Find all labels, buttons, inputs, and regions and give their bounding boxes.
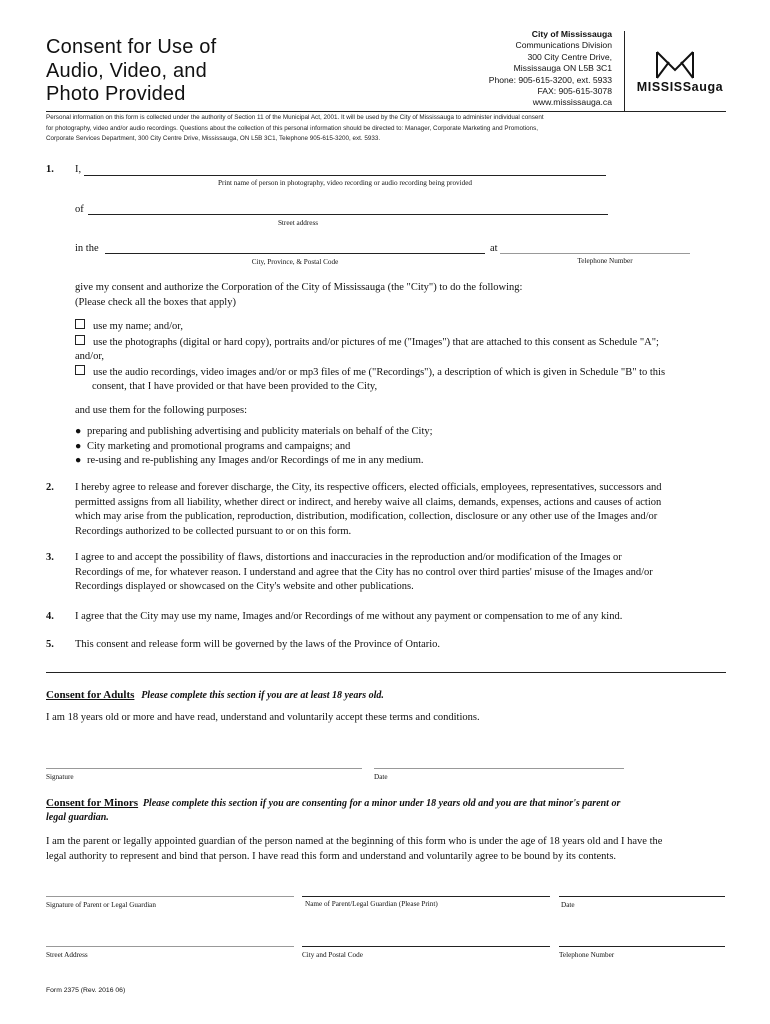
title-line-2: Audio, Video, and xyxy=(46,59,207,82)
at-label: at xyxy=(490,243,498,254)
adults-heading-label: Consent for Adults xyxy=(46,689,135,701)
adult-date-caption: Date xyxy=(374,773,388,781)
section-5-number: 5. xyxy=(46,639,54,650)
org-name: City of Mississauga xyxy=(531,29,612,39)
guardian-street-caption: Street Address xyxy=(46,951,88,959)
bullet-icon: ● xyxy=(75,440,82,452)
form-title xyxy=(46,36,346,107)
option-label: use my name; and/or, xyxy=(93,321,183,332)
in-the-label: in the xyxy=(75,243,99,254)
list-item xyxy=(75,440,735,455)
org-address-1: 300 City Centre Drive, xyxy=(527,51,612,62)
guardian-date-caption: Date xyxy=(561,901,575,909)
option-label-continued: consent, that I have provided or that have been provided to the City, xyxy=(92,381,378,392)
consent-statement xyxy=(75,281,735,310)
adult-signature-field[interactable] xyxy=(46,768,362,769)
guardian-phone-caption: Telephone Number xyxy=(559,951,615,959)
org-contact-block xyxy=(372,29,612,109)
form-number: Form 2375 (Rev. 2016 06) xyxy=(46,987,126,994)
bullet-icon: ● xyxy=(75,455,82,466)
section-2-number: 2. xyxy=(46,482,54,493)
org-division: Communications Division xyxy=(515,40,612,51)
privacy-notice xyxy=(46,113,726,145)
consent-instruction: (Please check all the boxes that apply) xyxy=(75,296,236,308)
use-name-checkbox[interactable] xyxy=(75,319,85,329)
of-label: of xyxy=(75,204,84,215)
paragraph-line: legal authority to represent and bind that person. I have read this form and understand and voluntarily agree to be bound by its contents. xyxy=(46,850,617,862)
paragraph-line: Recordings authorized to be collected pursuant to or on this form. xyxy=(75,525,352,537)
bullet-icon: ● xyxy=(75,426,82,437)
use-images-checkbox[interactable] xyxy=(75,335,85,345)
logo-wordmark: MISSISSauga xyxy=(636,80,724,94)
i-label: I, xyxy=(75,164,82,175)
option-label: use the audio recordings, video images and/or or mp3 files of me ("Recordings"), a description of which is given in Schedule "B" to this xyxy=(93,366,666,378)
adults-note: Please complete this section if you are at least 18 years old. xyxy=(141,690,384,701)
guardian-city-caption: City and Postal Code xyxy=(302,951,363,959)
adult-signature-caption: Signature xyxy=(46,773,74,781)
org-address-2: Mississauga ON L5B 3C1 xyxy=(513,63,612,74)
section-3-number: 3. xyxy=(46,552,54,563)
person-name-field[interactable] xyxy=(84,175,606,176)
guardian-signature-caption: Signature of Parent or Legal Guardian xyxy=(46,901,156,909)
paragraph-line: I am the parent or legally appointed guardian of the person named at the beginning of this form who is under the age of 18 years old and I have the xyxy=(46,836,663,847)
minors-heading-label: Consent for Minors xyxy=(46,797,139,809)
notice-line: Personal information on this form is collected under the authority of Section 11 of the Municipal Act, 2001. It will be used by the City of Mississauga to administer individual consent xyxy=(46,114,544,121)
purposes-list xyxy=(75,425,735,469)
section-4-number: 4. xyxy=(46,611,54,622)
adult-date-field[interactable] xyxy=(374,768,624,769)
org-website: www.mississauga.ca xyxy=(532,97,612,108)
consent-options xyxy=(75,319,735,395)
section-2-text xyxy=(75,481,735,539)
org-phone: Phone: 905-615-3200, ext. 5933 xyxy=(488,74,612,85)
use-recordings-checkbox[interactable] xyxy=(75,365,85,375)
telephone-caption: Telephone Number xyxy=(577,257,633,265)
guardian-name-caption: Name of Parent/Legal Guardian (Please Print) xyxy=(305,900,438,908)
guardian-street-field[interactable] xyxy=(46,946,294,947)
header-divider xyxy=(624,31,625,111)
notice-line: Corporate Services Department, 300 City Centre Drive, Mississauga, ON L5B 3C1, Telephone 905-615-3200, ext. 5933. xyxy=(46,135,381,143)
option-label: use the photographs (digital or hard copy), portraits and/or pictures of me ("Images") that are attached to this consent as Schedule "A"; xyxy=(93,336,659,348)
minors-note: Please complete this section if you are consenting for a minor under 18 years old and you are that minor's parent or xyxy=(142,798,621,809)
purpose-text: re-using and re-publishing any Images and/or Recordings of me in any medium. xyxy=(87,455,424,466)
guardian-name-field[interactable] xyxy=(302,896,550,897)
paragraph-line: I agree to and accept the possibility of flaws, distortions and inaccuracies in the reproduction and/or modification of the Images or xyxy=(75,552,622,563)
paragraph-line: Recordings of me, for whatever reason. I understand and agree that the City has no control over third parties' misuse of the Images and/or xyxy=(75,566,653,578)
paragraph-line: Recordings displayed or showcased on the City's website and other publications. xyxy=(75,581,414,592)
guardian-signature-field[interactable] xyxy=(46,896,294,897)
option-use-name xyxy=(75,319,735,335)
guardian-phone-field[interactable] xyxy=(559,946,725,947)
section-5-text: This consent and release form will be governed by the laws of the Province of Ontario. xyxy=(75,639,441,650)
paragraph-line: I hereby agree to release and forever discharge, the City, its respective officers, elected officials, employees, representatives, successors and xyxy=(75,482,662,493)
header-rule xyxy=(46,111,726,112)
minors-heading xyxy=(46,796,736,825)
option-use-images xyxy=(75,335,735,351)
list-item xyxy=(75,425,735,440)
purpose-text: preparing and publishing advertising and publicity materials on behalf of the City; xyxy=(87,426,433,437)
section-4-text: I agree that the City may use my name, Images and/or Recordings of me without any payment or compensation to me of any kind. xyxy=(75,611,623,622)
adults-heading xyxy=(46,688,736,703)
divider xyxy=(46,672,726,673)
list-item xyxy=(75,454,735,469)
consent-line: give my consent and authorize the Corporation of the City of Mississauga (the "City") to do the following: xyxy=(75,282,523,293)
city-province-caption: City, Province, & Postal Code xyxy=(251,258,339,266)
person-name-caption: Print name of person in photography, video recording or audio recording being provided xyxy=(217,179,473,187)
purpose-text: City marketing and promotional programs and campaigns; and xyxy=(87,440,351,452)
guardian-city-field[interactable] xyxy=(302,946,550,947)
section-3-text xyxy=(75,551,735,595)
minors-statement xyxy=(46,835,736,864)
paragraph-line: which may arise from the publication, reproduction, distribution, modification, collection, disclosure or any other use of the Images and/or xyxy=(75,511,658,522)
title-line-1: Consent for Use of xyxy=(46,36,217,58)
mississauga-logo-icon xyxy=(654,50,696,80)
title-line-3: Photo Provided xyxy=(46,83,186,105)
city-province-field[interactable] xyxy=(105,253,485,254)
section-1-number: 1. xyxy=(46,164,54,175)
minors-note-continued: legal guardian. xyxy=(46,812,109,823)
notice-line: for photography, video and/or audio recordings. Questions about the collection of this personal information should be directed to: Manager, Corporate Marketing and Promotions, xyxy=(46,124,539,132)
paragraph-line: permitted assigns from all liability, whether direct or indirect, and hereby waive all claims, demands, expenses, actions and causes of action xyxy=(75,496,662,508)
adults-statement: I am 18 years old or more and have read, understand and voluntarily accept these terms and conditions. xyxy=(46,712,480,723)
guardian-date-field[interactable] xyxy=(559,896,725,897)
telephone-field[interactable] xyxy=(500,253,690,254)
street-address-caption: Street address xyxy=(277,219,319,227)
purposes-intro: and use them for the following purposes: xyxy=(75,405,248,416)
org-fax: FAX: 905-615-3078 xyxy=(537,86,612,97)
andor-text: and/or, xyxy=(75,351,105,362)
option-use-recordings xyxy=(75,365,735,381)
street-address-field[interactable] xyxy=(88,214,608,215)
